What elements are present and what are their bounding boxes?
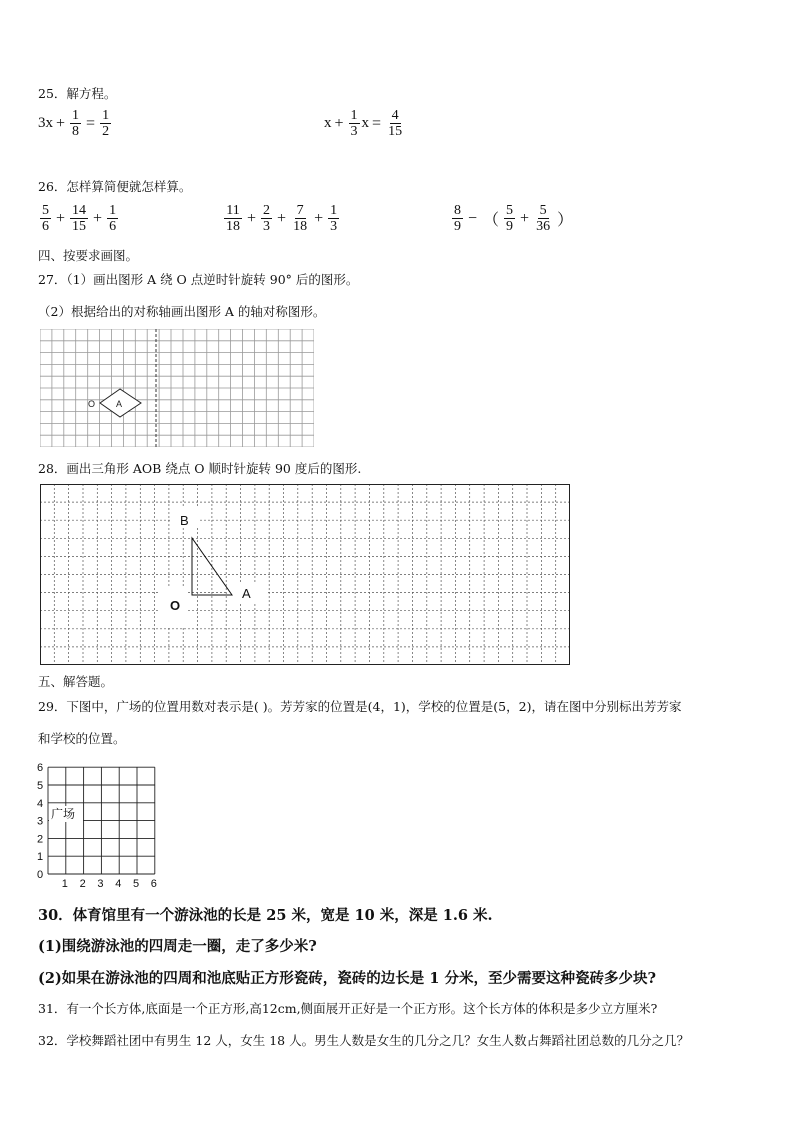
q25-equation-1: 3x + $\frac{1}{8}$ = $\frac{1}{2}$ <box>38 108 110 140</box>
q27-grid <box>40 329 314 447</box>
q26-expression-1: $\frac{5}{6}$ + $\frac{14}{15}$ + $\frac{1}{6}$ <box>42 203 117 235</box>
x-tick-label: 5 <box>133 878 140 890</box>
q25-equation-2: x + $\frac{1}{3}$ x = $\frac{4}{15}$ <box>324 108 403 140</box>
y-tick-label: 0 <box>37 869 44 881</box>
fraction: $\frac{1}{8}$ <box>72 108 80 140</box>
q26-title: 26．怎样算简便就怎样算。 <box>38 179 192 194</box>
q30-line-2: (1)围绕游泳池的四周走一圈，走了多少米? <box>38 938 317 955</box>
x-tick-label: 4 <box>115 878 122 890</box>
q28-grid <box>40 484 570 665</box>
shape-a-label: A <box>116 399 123 409</box>
y-tick-label: 2 <box>37 833 44 846</box>
q26-expression-2: $\frac{11}{18}$ + $\frac{2}{3}$ + $\frac{7}{18}$ + $\frac{1}{3}$ <box>226 203 338 235</box>
y-tick-label: 5 <box>37 780 44 792</box>
x-tick-label: 2 <box>79 878 86 890</box>
q31-text: 31．有一个长方体,底面是一个正方形,高12cm,侧面展开正好是一个正方形。这个长方体的体积是多少立方厘米? <box>38 1001 658 1016</box>
section-4-heading: 四、按要求画图。 <box>38 248 139 263</box>
q30-line-3: (2)如果在游泳池的四周和池底贴正方形瓷砖，瓷砖的边长是 1 分米，至少需要这种瓷砖多少块? <box>38 970 656 987</box>
plaza-label: 广场 <box>51 807 76 821</box>
q32-text: 32．学校舞蹈社团中有男生 12 人，女生 18 人。男生人数是女生的几分之几？女生人数占舞蹈社团总数的几分之几？ <box>38 1033 690 1048</box>
q29-line-1: 29．下图中，广场的位置用数对表示是( )。芳芳家的位置是(4，1)，学校的位置是(5，2)，请在图中分别标出芳芳家 <box>38 699 682 714</box>
q29-coordinate-grid <box>30 758 170 892</box>
q25-title: 25．解方程。 <box>38 86 117 101</box>
label-o: O <box>170 598 181 613</box>
y-tick-label: 1 <box>37 851 44 864</box>
label-a: A <box>242 586 251 601</box>
x-tick-label: 3 <box>97 878 104 890</box>
section-5-heading: 五、解答题。 <box>38 674 114 689</box>
x-tick-label: 6 <box>150 878 157 890</box>
q29-line-2: 和学校的位置。 <box>38 731 126 746</box>
q26-expression-3: $\frac{8}{9}$ − （ $\frac{5}{9}$ + $\frac{5}{36}$ ） <box>454 203 574 235</box>
x-tick-label: 1 <box>61 878 68 890</box>
triangle-aob <box>192 538 232 595</box>
q28-title: 28．画出三角形 AOB 绕点 O 顺时针旋转 90 度后的图形. <box>38 461 362 476</box>
y-tick-label: 4 <box>37 797 44 810</box>
q27-line-2: （2）根据给出的对称轴画出图形 A 的轴对称图形。 <box>38 304 326 319</box>
y-tick-label: 3 <box>37 815 44 828</box>
q30-line-1: 30．体育馆里有一个游泳池的长是 25 米，宽是 10 米，深是 1.6 米. <box>38 907 493 924</box>
y-tick-label: 6 <box>37 762 44 775</box>
fraction: $\frac{4}{15}$ <box>388 108 403 140</box>
q27-line-1: 27．（1）画出图形 A 绕 O 点逆时针旋转 90° 后的图形。 <box>38 272 359 287</box>
fraction: $\frac{1}{3}$ <box>350 108 358 140</box>
label-b: B <box>180 513 189 528</box>
point-o-label: O <box>88 399 96 409</box>
fraction: $\frac{1}{2}$ <box>102 108 110 140</box>
